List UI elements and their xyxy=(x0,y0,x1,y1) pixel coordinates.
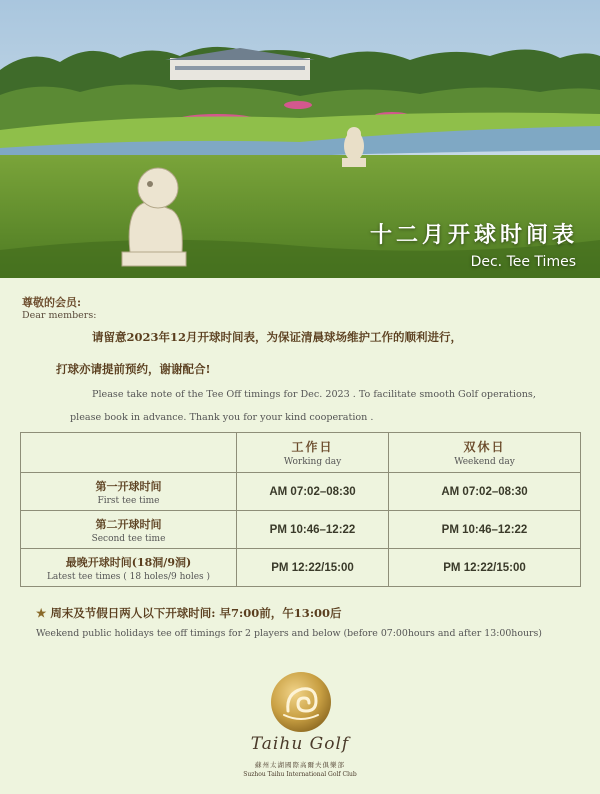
star-icon: ★ xyxy=(36,606,47,620)
weekend-time-cell: PM 10:46–12:22 xyxy=(389,511,581,549)
brand-name: Taihu Golf xyxy=(250,734,350,754)
club-logo xyxy=(270,671,332,733)
intro-cn-line2: 打球亦请提前预约，谢谢配合! xyxy=(56,362,211,376)
greeting-en: Dear members: xyxy=(22,310,97,321)
column-header-en: Weekend day xyxy=(454,457,515,467)
column-header-en: Working day xyxy=(283,457,342,467)
row-label-cn: 第一开球时间 xyxy=(95,479,162,493)
row-label xyxy=(21,473,237,511)
table-corner-cell xyxy=(21,433,237,473)
table-row xyxy=(21,549,581,587)
row-label xyxy=(21,549,237,587)
intro-en-line1: Please take note of the Tee Off timings for Dec. 2023 . To facilitate smooth Golf operations, xyxy=(92,389,536,400)
column-header-weekend xyxy=(389,433,581,473)
column-header-cn: 工作日 xyxy=(291,440,334,454)
greeting-cn: 尊敬的会员: xyxy=(22,296,82,309)
page-subtitle: Dec. Tee Times xyxy=(470,254,576,270)
row-label xyxy=(21,511,237,549)
weekend-time-cell: PM 12:22/15:00 xyxy=(389,549,581,587)
weekend-time-cell: AM 07:02–08:30 xyxy=(389,473,581,511)
weekend-note-text: 周末及节假日两人以下开球时间: 早7:00前，午13:00后 xyxy=(50,606,342,620)
column-header-working xyxy=(237,433,389,473)
weekend-note-cn xyxy=(36,605,342,621)
brand-name-cn: 蘇州太湖國際高爾夫俱樂部 xyxy=(255,761,345,769)
row-label-cn: 第二开球时间 xyxy=(95,517,162,531)
working-time-cell: PM 12:22/15:00 xyxy=(237,549,389,587)
hero-banner xyxy=(0,0,600,278)
tee-times-table xyxy=(20,432,581,587)
table-row xyxy=(21,473,581,511)
table-row xyxy=(21,511,581,549)
intro-cn-line1: 请留意2023年12月开球时间表，为保证清晨球场维护工作的顺利进行， xyxy=(92,330,463,344)
weekend-note-en: Weekend public holidays tee off timings for 2 players and below (before 07:00hours and after 13:00hours) xyxy=(36,628,542,639)
working-time-cell: PM 10:46–12:22 xyxy=(237,511,389,549)
page-title: 十二月开球时间表 xyxy=(369,223,578,248)
row-label-en: Latest tee times ( 18 holes/9 holes ) xyxy=(46,571,211,582)
row-label-en: First tee time xyxy=(97,495,160,506)
table-header-row xyxy=(21,433,581,473)
brand-name-en: Suzhou Taihu International Golf Club xyxy=(243,771,357,778)
intro-en-line2: please book in advance. Thank you for your kind cooperation . xyxy=(70,412,374,423)
working-time-cell: AM 07:02–08:30 xyxy=(237,473,389,511)
column-header-cn: 双休日 xyxy=(463,440,506,454)
row-label-cn: 最晚开球时间(18洞/9洞) xyxy=(65,555,192,569)
row-label-en: Second tee time xyxy=(91,533,166,544)
